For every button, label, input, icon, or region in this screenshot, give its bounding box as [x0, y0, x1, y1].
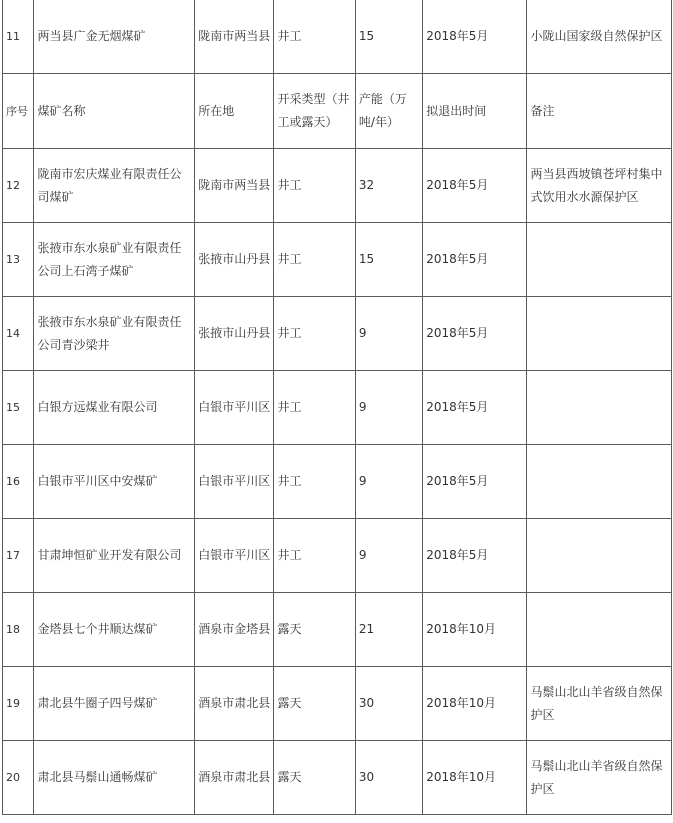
cell-name: 张掖市东水泉矿业有限责任公司上石湾子煤矿 — [34, 223, 195, 297]
cell-mining-type: 井工 — [274, 0, 355, 74]
cell-name: 陇南市宏庆煤业有限责任公司煤矿 — [34, 149, 195, 223]
cell-mining-type: 井工 — [274, 223, 355, 297]
cell-remarks — [527, 519, 672, 593]
cell-remarks — [527, 593, 672, 667]
cell-name: 金塔县七个井顺达煤矿 — [34, 593, 195, 667]
cell-no: 12 — [3, 149, 34, 223]
table-row — [3, 371, 672, 445]
cell-no: 13 — [3, 223, 34, 297]
cell-exit-time: 2018年5月 — [423, 149, 527, 223]
cell-capacity: 15 — [355, 0, 422, 74]
table-row — [3, 223, 672, 297]
header-capacity: 产能（万吨/年） — [355, 74, 422, 149]
cell-capacity: 15 — [355, 223, 422, 297]
header-name: 煤矿名称 — [34, 74, 195, 149]
cell-exit-time: 2018年5月 — [423, 519, 527, 593]
cell-name: 甘肃坤恒矿业开发有限公司 — [34, 519, 195, 593]
cell-mining-type: 露天 — [274, 667, 355, 741]
header-mining-type: 开采类型（井工或露天） — [274, 74, 355, 149]
cell-no: 16 — [3, 445, 34, 519]
cell-location: 陇南市两当县 — [195, 0, 274, 74]
cell-capacity: 30 — [355, 667, 422, 741]
cell-location: 张掖市山丹县 — [195, 297, 274, 371]
cell-capacity: 21 — [355, 593, 422, 667]
table-body — [3, 0, 672, 815]
cell-exit-time: 2018年5月 — [423, 223, 527, 297]
cell-capacity: 32 — [355, 149, 422, 223]
cell-no: 19 — [3, 667, 34, 741]
cell-remarks — [527, 223, 672, 297]
coal-mine-table — [2, 0, 672, 815]
header-remarks: 备注 — [527, 74, 672, 149]
cell-no: 11 — [3, 0, 34, 74]
cell-name: 张掖市东水泉矿业有限责任公司青沙梁井 — [34, 297, 195, 371]
cell-exit-time: 2018年10月 — [423, 667, 527, 741]
cell-capacity: 9 — [355, 519, 422, 593]
cell-mining-type: 露天 — [274, 593, 355, 667]
cell-location: 张掖市山丹县 — [195, 223, 274, 297]
cell-location: 酒泉市肃北县 — [195, 667, 274, 741]
cell-remarks — [527, 297, 672, 371]
cell-capacity: 30 — [355, 741, 422, 815]
table-row — [3, 297, 672, 371]
table-row — [3, 593, 672, 667]
cell-location: 酒泉市金塔县 — [195, 593, 274, 667]
cell-location: 白银市平川区 — [195, 371, 274, 445]
header-location: 所在地 — [195, 74, 274, 149]
cell-location: 白银市平川区 — [195, 445, 274, 519]
cell-location: 陇南市两当县 — [195, 149, 274, 223]
cell-exit-time: 2018年5月 — [423, 445, 527, 519]
cell-remarks — [527, 371, 672, 445]
table-row — [3, 149, 672, 223]
cell-mining-type: 井工 — [274, 445, 355, 519]
cell-remarks: 小陇山国家级自然保护区 — [527, 0, 672, 74]
cell-location: 酒泉市肃北县 — [195, 741, 274, 815]
cell-mining-type: 井工 — [274, 149, 355, 223]
cell-name: 肃北县牛圈子四号煤矿 — [34, 667, 195, 741]
cell-no: 17 — [3, 519, 34, 593]
cell-no: 15 — [3, 371, 34, 445]
header-row — [3, 74, 672, 149]
cell-mining-type: 井工 — [274, 297, 355, 371]
cell-exit-time: 2018年10月 — [423, 593, 527, 667]
cell-capacity: 9 — [355, 297, 422, 371]
cell-capacity: 9 — [355, 445, 422, 519]
cell-exit-time: 2018年10月 — [423, 741, 527, 815]
cell-exit-time: 2018年5月 — [423, 297, 527, 371]
cell-no: 14 — [3, 297, 34, 371]
table-row — [3, 445, 672, 519]
cell-name: 肃北县马鬃山通畅煤矿 — [34, 741, 195, 815]
cell-mining-type: 井工 — [274, 519, 355, 593]
cell-location: 白银市平川区 — [195, 519, 274, 593]
cell-remarks — [527, 445, 672, 519]
cell-mining-type: 露天 — [274, 741, 355, 815]
cell-name: 白银方远煤业有限公司 — [34, 371, 195, 445]
header-no: 序号 — [3, 74, 34, 149]
cell-name: 两当县广金无烟煤矿 — [34, 0, 195, 74]
cell-exit-time: 2018年5月 — [423, 0, 527, 74]
table-row — [3, 0, 672, 74]
table-row — [3, 667, 672, 741]
header-exit-time: 拟退出时间 — [423, 74, 527, 149]
cell-exit-time: 2018年5月 — [423, 371, 527, 445]
cell-remarks: 马鬃山北山羊省级自然保护区 — [527, 741, 672, 815]
cell-remarks: 两当县西坡镇苍坪村集中式饮用水水源保护区 — [527, 149, 672, 223]
table-row — [3, 741, 672, 815]
cell-mining-type: 井工 — [274, 371, 355, 445]
cell-name: 白银市平川区中安煤矿 — [34, 445, 195, 519]
cell-capacity: 9 — [355, 371, 422, 445]
cell-no: 20 — [3, 741, 34, 815]
cell-no: 18 — [3, 593, 34, 667]
cell-remarks: 马鬃山北山羊省级自然保护区 — [527, 667, 672, 741]
table-row — [3, 519, 672, 593]
